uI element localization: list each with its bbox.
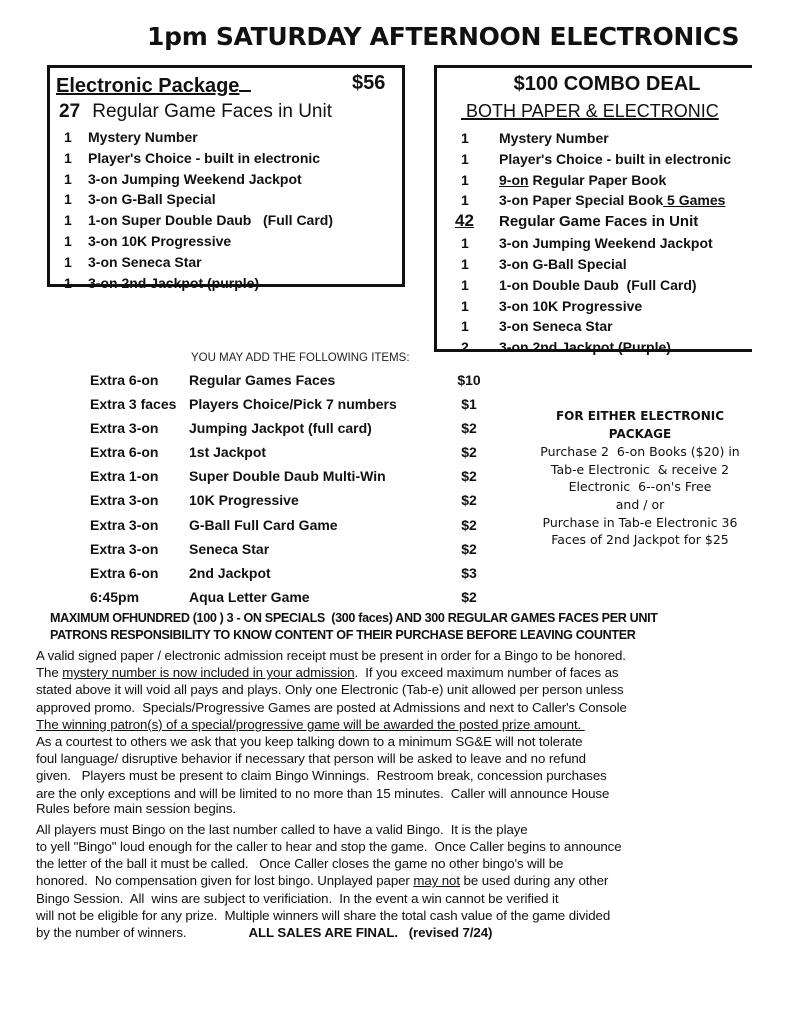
addon-price: $2 xyxy=(461,492,477,509)
electronic-package-heading xyxy=(56,72,251,98)
rules-text-underlined: may not xyxy=(413,873,460,889)
addon-row xyxy=(90,417,489,441)
addon-qty: Extra 3-on xyxy=(90,492,159,509)
rules-line: approved promo. Specials/Progressive Games are posted at Admissions and next to Caller's Console xyxy=(36,699,627,715)
item-qty: 1 xyxy=(461,130,469,146)
electronic-package-heading-text: Electronic Package xyxy=(56,75,240,97)
electronic-package-list xyxy=(64,127,333,293)
rules-line: given. Players must be present to claim Bingo Winnings. Restroom break, concession purchases xyxy=(36,768,607,784)
page-title: 1pm SATURDAY AFTERNOON ELECTRONICS xyxy=(147,22,740,51)
rules-text-underlined: The winning patron(s) of a special/progressive game will be awarded the posted prize amount. xyxy=(36,716,585,732)
combo-deal-list xyxy=(455,128,732,358)
addon-qty: Extra 6-on xyxy=(90,444,159,461)
rules-line xyxy=(36,716,726,733)
rules-text: honored. No compensation given for lost bingo. Unplayed paper xyxy=(36,873,414,889)
house-rules xyxy=(36,647,726,941)
item-label: 3-on 10K Progressive xyxy=(499,297,643,314)
addon-item: G-Ball Full Card Game xyxy=(189,516,338,533)
item-label-underlined: 9-on xyxy=(499,171,529,188)
notice-line: PATRONS RESPONSIBILITY TO KNOW CONTENT OF THEIR PURCHASE BEFORE LEAVING COUNTER xyxy=(50,627,636,642)
addon-price: $2 xyxy=(461,444,477,461)
promo-line: Purchase 2 6-on Books ($20) in xyxy=(540,444,740,460)
item-qty: 1 xyxy=(64,253,72,270)
promo-line: Tab-e Electronic & receive 2 xyxy=(550,461,730,477)
rules-line: Rules before main session begins. xyxy=(36,800,236,816)
list-item xyxy=(461,149,731,170)
item-label-underlined: 5 Games xyxy=(663,192,726,209)
item-qty: 42 xyxy=(455,211,474,231)
item-qty: 1 xyxy=(64,232,72,249)
rules-line: will not be eligible for any prize. Multiple winners will share the total cash value of the game divided xyxy=(36,907,611,923)
addon-qty: Extra 3-on xyxy=(90,516,159,533)
rules-line xyxy=(36,664,726,681)
addon-qty: Extra 3-on xyxy=(90,420,159,437)
lead-qty: 27 xyxy=(59,101,81,122)
maximum-notice xyxy=(50,610,658,643)
rules-line: Bingo Session. All wins are subject to verificiation. In the event a win cannot be verified it xyxy=(36,890,559,906)
list-item xyxy=(461,190,731,211)
addons-table xyxy=(90,369,489,610)
item-label: 3-on G-Ball Special xyxy=(88,191,216,208)
addons-heading: YOU MAY ADD THE FOLLOWING ITEMS: xyxy=(191,352,410,364)
addon-item: 10K Progressive xyxy=(189,492,299,509)
addon-item: Aqua Letter Game xyxy=(189,588,310,605)
promo-line: Electronic 6--on's Free xyxy=(568,479,712,495)
rules-line xyxy=(36,924,726,941)
item-qty: 1 xyxy=(64,274,72,291)
addon-price: $2 xyxy=(461,468,477,485)
addon-row xyxy=(90,369,489,393)
item-qty: 1 xyxy=(461,297,469,314)
list-item xyxy=(461,254,731,275)
item-qty: 1 xyxy=(461,150,469,167)
addon-row xyxy=(90,538,489,562)
item-label: Regular Game Faces in Unit xyxy=(499,213,699,231)
electronic-package-lead xyxy=(59,101,332,123)
rules-line: All players must Bingo on the last number called to have a valid Bingo. It is the playe xyxy=(36,821,528,837)
promo-block xyxy=(520,408,760,549)
list-item xyxy=(461,296,731,317)
rules-line: are the only exceptions and will be limited to no more than 15 minutes. Caller will announce House xyxy=(36,785,610,801)
item-label: Mystery Number xyxy=(88,129,198,145)
addon-price: $3 xyxy=(461,564,477,581)
item-label: 3-on 2nd Jackpot (Purple) xyxy=(499,339,671,356)
item-label: Player's Choice - built in electronic xyxy=(88,149,321,166)
addon-item: Regular Games Faces xyxy=(189,372,336,388)
addon-item: 1st Jackpot xyxy=(189,444,267,461)
item-label: 3-on G-Ball Special xyxy=(499,255,627,272)
list-item xyxy=(461,275,731,296)
combo-deal-box xyxy=(434,65,752,356)
rules-line xyxy=(36,872,726,889)
item-qty: 1 xyxy=(461,318,469,335)
item-qty: 1 xyxy=(64,191,72,208)
addon-price: $1 xyxy=(461,396,477,413)
item-qty: 1 xyxy=(461,276,469,293)
addon-qty: Extra 6-on xyxy=(90,564,159,581)
addon-item: Seneca Star xyxy=(189,540,270,557)
addon-price: $2 xyxy=(461,516,477,533)
promo-heading: FOR EITHER ELECTRONIC xyxy=(555,409,725,423)
addon-price: $10 xyxy=(457,372,481,388)
addon-qty: Extra 1-on xyxy=(90,468,159,485)
item-qty: 1 xyxy=(64,170,72,187)
notice-line: MAXIMUM OFHUNDRED (100 ) 3 - ON SPECIALS (300 faces) AND 300 REGULAR GAMES FACES PER UNIT xyxy=(50,611,658,625)
item-label: 3-on Jumping Weekend Jackpot xyxy=(88,170,302,187)
item-label: 3-on Paper Special Book xyxy=(499,192,664,209)
addon-qty: Extra 3-on xyxy=(90,540,159,557)
item-qty: 1 xyxy=(64,129,72,145)
list-item xyxy=(461,128,731,149)
item-qty: 1 xyxy=(461,255,469,272)
list-item xyxy=(461,316,731,337)
item-label: 3-on Jumping Weekend Jackpot xyxy=(499,235,713,252)
item-qty: 1 xyxy=(461,235,469,252)
item-qty: 1 xyxy=(461,192,469,209)
promo-line: Faces of 2nd Jackpot for $25 xyxy=(551,532,729,548)
addon-row xyxy=(90,441,489,465)
list-item xyxy=(64,273,333,294)
list-item xyxy=(461,233,731,254)
item-label: 3-on Seneca Star xyxy=(499,318,613,335)
addon-price: $2 xyxy=(461,540,477,557)
lead-label: Regular Game Faces in Unit xyxy=(92,101,332,122)
item-label: Mystery Number xyxy=(499,130,609,146)
all-sales-final: ALL SALES ARE FINAL. (revised 7/24) xyxy=(248,925,493,941)
list-item xyxy=(64,189,333,210)
rules-text: The xyxy=(36,665,63,681)
rules-text: by the number of winners. xyxy=(36,925,187,941)
list-item xyxy=(64,210,333,231)
list-item xyxy=(64,148,333,169)
rules-line: stated above it will void all pays and plays. Only one Electronic (Tab-e) unit allowed per person unless xyxy=(36,682,624,698)
item-label: 3-on 2nd Jackpot (purple) xyxy=(88,274,260,291)
rules-line: As a courtest to others we ask that you keep talking down to a minimum SG&E will not tolerate xyxy=(36,734,583,750)
item-label: Regular Paper Book xyxy=(528,171,667,188)
item-qty: 1 xyxy=(64,212,72,229)
list-item xyxy=(64,252,333,273)
rules-line: to yell "Bingo" loud enough for the caller to hear and stop the game. Once Caller begins to announce xyxy=(36,839,622,855)
combo-deal-title: $100 COMBO DEAL xyxy=(513,73,701,95)
combo-deal-subtitle: BOTH PAPER & ELECTRONIC xyxy=(461,101,719,121)
addon-item: 2nd Jackpot xyxy=(189,564,271,581)
list-item xyxy=(461,337,731,358)
electronic-package-price: $56 xyxy=(352,72,386,94)
addon-qty: Extra 6-on xyxy=(90,372,159,388)
addon-row xyxy=(90,489,489,513)
addon-qty: 6:45pm xyxy=(90,588,140,605)
heading-underline-pad xyxy=(239,72,251,92)
rules-line: foul language/ disruptive behavior if necessary that person will be asked to leave and no refund xyxy=(36,751,586,767)
addon-item: Players Choice/Pick 7 numbers xyxy=(189,396,397,413)
list-item xyxy=(64,127,333,148)
item-qty: 2 xyxy=(461,339,469,356)
promo-line: Purchase in Tab-e Electronic 36 xyxy=(542,514,738,530)
item-label: Player's Choice - built in electronic xyxy=(499,150,732,167)
addon-row xyxy=(90,393,489,417)
addon-price: $2 xyxy=(461,588,477,605)
item-label: 3-on Seneca Star xyxy=(88,253,202,270)
rules-text: . If you exceed maximum number of faces as xyxy=(354,665,619,681)
item-label: 1-on Double Daub (Full Card) xyxy=(499,276,697,293)
addon-qty: Extra 3 faces xyxy=(90,396,177,413)
list-item xyxy=(455,211,731,233)
item-label: 1-on Super Double Daub (Full Card) xyxy=(88,212,333,229)
addon-item: Super Double Daub Multi-Win xyxy=(189,468,386,485)
rules-text-underlined: mystery number is now included in your admission xyxy=(62,665,355,681)
list-item xyxy=(64,169,333,190)
rules-line: A valid signed paper / electronic admission receipt must be present in order for a Bingo to be honored. xyxy=(36,648,626,663)
addon-row xyxy=(90,586,489,610)
electronic-package-box xyxy=(47,65,405,291)
addon-row xyxy=(90,514,489,538)
rules-line: the letter of the ball it must be called. Once Caller closes the game no other bingo's will be xyxy=(36,856,564,872)
addon-item: Jumping Jackpot (full card) xyxy=(189,420,372,437)
addon-row xyxy=(90,562,489,586)
list-item xyxy=(461,170,731,191)
addon-price: $2 xyxy=(461,420,477,437)
promo-line: and / or xyxy=(615,496,665,512)
item-label: 3-on 10K Progressive xyxy=(88,232,232,249)
list-item xyxy=(64,231,333,252)
promo-heading: PACKAGE xyxy=(608,426,672,441)
item-qty: 1 xyxy=(64,149,72,166)
rules-text: be used during any other xyxy=(459,873,609,889)
addon-row xyxy=(90,465,489,489)
item-qty: 1 xyxy=(461,171,469,188)
